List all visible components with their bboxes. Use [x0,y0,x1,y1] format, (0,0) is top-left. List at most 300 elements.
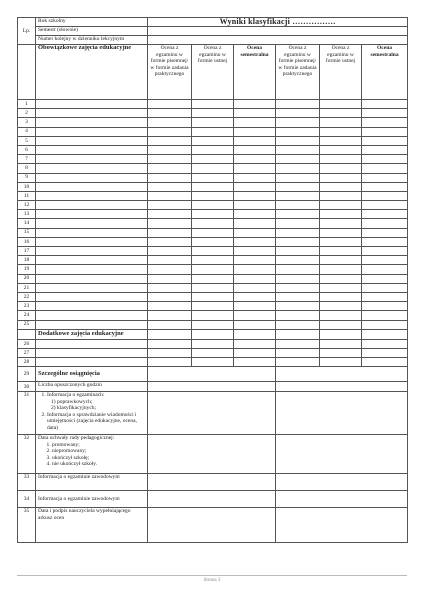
grade-cell[interactable] [234,136,276,145]
row-number: 9 [18,173,36,182]
grade-cell[interactable] [362,256,408,265]
cell[interactable] [320,329,362,339]
grade-cell[interactable] [362,136,408,145]
grade-cell[interactable] [320,320,362,329]
subject-name-cell[interactable] [36,127,148,136]
grade-cell[interactable] [192,358,234,367]
subject-name-cell[interactable] [36,109,148,118]
grade-cell[interactable] [320,247,362,256]
header-row-year [18,18,408,27]
grade-cell[interactable] [192,348,234,357]
grade-cell[interactable] [234,311,276,320]
grade-cell[interactable] [192,237,234,246]
grade-cell[interactable] [276,164,320,173]
grade-cell[interactable] [320,237,362,246]
grade-cell[interactable] [148,274,192,283]
grade-cell[interactable] [192,118,234,127]
grade-cell[interactable] [234,348,276,357]
grade-cell[interactable] [276,127,320,136]
grade-cell[interactable] [148,173,192,182]
grade-cell[interactable] [362,145,408,154]
subject-row [18,155,408,164]
row-number: 13 [18,210,36,219]
row-number: 12 [18,201,36,210]
absences-value-2[interactable] [276,382,408,392]
grade-cell[interactable] [276,302,320,311]
grade-cell[interactable] [276,136,320,145]
lp-empty [18,329,36,339]
grade-cell[interactable] [362,311,408,320]
row-number: 30 [18,382,36,392]
grade-cell[interactable] [362,237,408,246]
subject-name-cell[interactable] [36,201,148,210]
subject-name-cell[interactable] [36,358,148,367]
grade-cell[interactable] [148,292,192,301]
grade-cell[interactable] [148,118,192,127]
grade-cell[interactable] [276,311,320,320]
grade-cell[interactable] [362,358,408,367]
grade-cell[interactable] [320,210,362,219]
achievements-label: Szczególne osiągnięcia [36,367,148,382]
grade-cell[interactable] [192,173,234,182]
grade-cell[interactable] [148,109,192,118]
grade-cell[interactable] [320,265,362,274]
grade-cell[interactable] [320,256,362,265]
grade-cell[interactable] [276,256,320,265]
grade-cell[interactable] [362,191,408,200]
achievements-value-2[interactable] [276,367,408,382]
exams-info-label [36,392,148,435]
grade-cell[interactable] [362,118,408,127]
subject-name-cell[interactable] [36,311,148,320]
row-number: 34 [18,491,36,508]
grade-cell[interactable] [362,265,408,274]
grade-cell[interactable] [148,247,192,256]
exams-info-sub-1: 1) poprawkowych; [51,398,93,405]
grade-cell[interactable] [148,191,192,200]
grade-cell[interactable] [148,348,192,357]
grade-cell[interactable] [234,191,276,200]
row-number: 4 [18,127,36,136]
achievements-row [18,367,408,382]
grade-cell[interactable] [148,311,192,320]
grade-cell[interactable] [234,145,276,154]
council-resolution-value-2[interactable] [276,435,408,474]
grade-cell[interactable] [192,100,234,109]
subject-name-cell[interactable] [36,274,148,283]
grade-cell[interactable] [148,127,192,136]
row-number: 6 [18,145,36,154]
grade-cell[interactable] [276,339,320,348]
row-number: 10 [18,182,36,191]
subject-name-cell[interactable] [36,283,148,292]
grade-cell[interactable] [148,210,192,219]
grade-cell[interactable] [362,155,408,164]
grade-cell[interactable] [320,274,362,283]
cell[interactable] [362,329,408,339]
grade-cell[interactable] [320,311,362,320]
grade-cell[interactable] [276,173,320,182]
grade-cell[interactable] [362,228,408,237]
exams-info-value-2[interactable] [276,392,408,435]
grade-cell[interactable] [234,173,276,182]
subject-name-cell[interactable] [36,173,148,182]
grade-cell[interactable] [362,100,408,109]
grade-cell[interactable] [148,219,192,228]
grade-cell[interactable] [320,182,362,191]
grade-cell[interactable] [320,201,362,210]
vocational-exam-label: Informacja o egzaminie zawodowym [36,474,148,491]
grade-cell[interactable] [234,201,276,210]
semester-grade-header-2: Ocena semestralna [362,45,408,100]
grade-cell[interactable] [148,302,192,311]
grade-cell[interactable] [320,283,362,292]
promotion-option: 1. promowany; [52,442,145,449]
lp-empty [18,45,36,100]
council-resolution-label [36,435,148,474]
vocational-exam-value-4[interactable] [276,491,408,508]
grade-cell[interactable] [148,283,192,292]
grade-cell[interactable] [148,256,192,265]
grade-cell[interactable] [276,292,320,301]
subject-name-cell[interactable] [36,118,148,127]
grade-cell[interactable] [362,283,408,292]
row-number: 33 [18,474,36,491]
grade-cell[interactable] [192,219,234,228]
grade-cell[interactable] [276,191,320,200]
column-header-row [18,45,408,100]
grade-cell[interactable] [192,339,234,348]
grade-cell[interactable] [148,136,192,145]
grade-cell[interactable] [276,155,320,164]
semester-grade-header-1: Ocena semestralna [234,45,276,100]
grade-cell[interactable] [276,228,320,237]
grade-cell[interactable] [192,191,234,200]
grade-cell[interactable] [320,348,362,357]
grade-cell[interactable] [276,182,320,191]
grade-cell[interactable] [320,191,362,200]
grade-cell[interactable] [192,136,234,145]
grade-cell[interactable] [362,127,408,136]
vocational-exam-value-2[interactable] [276,474,408,491]
exams-info-value-1[interactable] [148,392,276,435]
grade-cell[interactable] [234,274,276,283]
grade-cell[interactable] [362,182,408,191]
cell[interactable] [192,329,234,339]
grade-cell[interactable] [320,155,362,164]
grade-cell[interactable] [234,219,276,228]
promotion-option: 3. ukończył szkołę; [52,455,145,462]
grade-cell[interactable] [276,274,320,283]
vocational-exam-value-3[interactable] [148,491,276,508]
header-row-semester [18,27,408,36]
subject-row [18,292,408,301]
cell[interactable] [234,329,276,339]
journal-number-value[interactable] [148,36,408,45]
subject-row [18,265,408,274]
grade-cell[interactable] [192,210,234,219]
grade-cell[interactable] [362,173,408,182]
exam-written-header-1: Ocena z egzaminu w formie pisemnej/ w formie zadania praktycznego [148,45,192,100]
grade-cell[interactable] [234,265,276,274]
subject-name-cell[interactable] [36,182,148,191]
council-resolution-row [18,435,408,474]
vocational-exam-value-1[interactable] [148,474,276,491]
grade-cell[interactable] [192,127,234,136]
subject-name-cell[interactable] [36,228,148,237]
header-row-journal [18,36,408,45]
grade-cell[interactable] [234,320,276,329]
grade-cell[interactable] [192,302,234,311]
grade-cell[interactable] [148,228,192,237]
grade-cell[interactable] [320,145,362,154]
extra-section-row [18,329,408,339]
grade-cell[interactable] [234,127,276,136]
grade-cell[interactable] [148,320,192,329]
subject-row [18,228,408,237]
grade-cell[interactable] [148,182,192,191]
subject-row [18,283,408,292]
subject-name-cell[interactable] [36,247,148,256]
grade-cell[interactable] [192,274,234,283]
subject-row [18,256,408,265]
subject-name-cell[interactable] [36,265,148,274]
grade-cell[interactable] [234,339,276,348]
subject-row [18,109,408,118]
grade-cell[interactable] [276,320,320,329]
row-number: 3 [18,118,36,127]
grade-cell[interactable] [234,228,276,237]
grade-cell[interactable] [320,136,362,145]
signature-row [18,508,408,543]
grade-cell[interactable] [276,118,320,127]
subject-name-cell[interactable] [36,237,148,246]
school-year-label: Rok szkolny [36,18,148,27]
grade-cell[interactable] [320,164,362,173]
grade-cell[interactable] [320,292,362,301]
page-number: Strona 3 [203,578,221,583]
exams-info-item-1: Informacja o egzaminach: [47,392,105,399]
cell[interactable] [276,329,320,339]
grade-cell[interactable] [234,210,276,219]
grade-cell[interactable] [148,155,192,164]
signature-value-1[interactable] [148,508,276,543]
subject-name-cell[interactable] [36,145,148,154]
grade-cell[interactable] [362,201,408,210]
grade-cell[interactable] [148,100,192,109]
subject-name-cell[interactable] [36,348,148,357]
extra-section-heading: Dodatkowe zajęcia edukacyjne [36,329,148,339]
subject-name-cell[interactable] [36,210,148,219]
grade-cell[interactable] [320,118,362,127]
vocational-exam-label: Informacja o egzaminie zawodowym [36,491,148,508]
row-number: 20 [18,274,36,283]
grade-cell[interactable] [192,228,234,237]
subject-row [18,237,408,246]
subject-name-cell[interactable] [36,164,148,173]
grade-cell[interactable] [148,237,192,246]
subject-name-cell[interactable] [36,155,148,164]
council-resolution-value-1[interactable] [148,435,276,474]
grade-cell[interactable] [320,219,362,228]
grade-cell[interactable] [234,109,276,118]
subject-row [18,358,408,367]
grade-cell[interactable] [234,118,276,127]
subject-row [18,210,408,219]
grade-cell[interactable] [362,109,408,118]
signature-value-2[interactable] [276,508,408,543]
grade-cell[interactable] [276,201,320,210]
grade-cell[interactable] [148,201,192,210]
row-number: 35 [18,508,36,543]
grade-cell[interactable] [234,283,276,292]
grade-cell[interactable] [276,219,320,228]
vocational-exam-row-2 [18,491,408,508]
grade-cell[interactable] [362,274,408,283]
grade-cell[interactable] [320,127,362,136]
grade-cell[interactable] [192,145,234,154]
grade-cell[interactable] [234,247,276,256]
subject-row [18,173,408,182]
promotion-option: 4. nie ukończył szkoły. [52,461,145,468]
grade-cell[interactable] [362,219,408,228]
semester-label: Semestr (słownie) [36,27,148,36]
grade-cell[interactable] [234,237,276,246]
row-number: 26 [18,339,36,348]
row-number: 24 [18,311,36,320]
exams-info-item-2: Informacja o sprawdzianie wiadomości i umiejętności (zajęcia edukacyjne, ocena, data) [47,411,137,431]
subject-name-cell[interactable] [36,191,148,200]
grade-cell[interactable] [276,247,320,256]
grade-cell[interactable] [320,339,362,348]
grade-cell[interactable] [362,164,408,173]
achievements-value-1[interactable] [148,367,276,382]
row-number: 1 [18,100,36,109]
grade-cell[interactable] [234,256,276,265]
grade-cell[interactable] [362,339,408,348]
exams-info-sub-2: 2) klasyfikacyjnych; [51,405,97,412]
journal-number-label: Numer kolejny w dzienniku lekcyjnym [36,36,148,45]
grade-cell[interactable] [234,164,276,173]
grade-cell[interactable] [192,283,234,292]
cell[interactable] [148,329,192,339]
grade-cell[interactable] [148,145,192,154]
subject-name-cell[interactable] [36,302,148,311]
grades-table [17,17,408,543]
subject-row [18,311,408,320]
subject-name-cell[interactable] [36,136,148,145]
row-number: 31 [18,392,36,435]
signature-label: Data i podpis nauczyciela wypełniającego arkusz ocen [36,508,148,543]
grade-cell[interactable] [276,283,320,292]
grade-cell[interactable] [276,100,320,109]
grade-cell[interactable] [148,358,192,367]
subject-name-cell[interactable] [36,320,148,329]
grade-cell[interactable] [320,358,362,367]
footer-divider [17,575,407,576]
grade-cell[interactable] [192,182,234,191]
row-number: 11 [18,191,36,200]
grade-cell[interactable] [320,302,362,311]
grade-cell[interactable] [234,358,276,367]
subject-name-cell[interactable] [36,219,148,228]
grade-cell[interactable] [234,302,276,311]
grade-cell[interactable] [192,320,234,329]
row-number: 27 [18,348,36,357]
row-number: 32 [18,435,36,474]
grade-cell[interactable] [362,320,408,329]
grade-cell[interactable] [192,155,234,164]
grade-cell[interactable] [276,348,320,357]
row-number: 7 [18,155,36,164]
absences-value-1[interactable] [148,382,276,392]
grade-cell[interactable] [234,292,276,301]
grade-cell[interactable] [234,100,276,109]
row-number: 22 [18,292,36,301]
subject-name-cell[interactable] [36,256,148,265]
grade-cell[interactable] [276,109,320,118]
grade-cell[interactable] [148,164,192,173]
grade-cell[interactable] [192,109,234,118]
row-number: 19 [18,265,36,274]
grade-cell[interactable] [192,256,234,265]
grade-cell[interactable] [276,145,320,154]
grade-cell[interactable] [192,311,234,320]
grade-cell[interactable] [234,182,276,191]
grade-cell[interactable] [276,358,320,367]
row-number: 25 [18,320,36,329]
grade-cell[interactable] [320,228,362,237]
subject-name-cell[interactable] [36,339,148,348]
grade-cell[interactable] [362,210,408,219]
grade-cell[interactable] [320,109,362,118]
grade-cell[interactable] [192,164,234,173]
grade-cell[interactable] [192,292,234,301]
grade-cell[interactable] [234,155,276,164]
grade-cell[interactable] [362,348,408,357]
row-number: 29 [18,367,36,382]
subject-row [18,145,408,154]
grade-cell[interactable] [276,237,320,246]
council-resolution-title: Data uchwały rady pedagogicznej: [38,435,115,442]
grade-cell[interactable] [276,265,320,274]
subject-name-cell[interactable] [36,100,148,109]
exam-oral-header-1: Ocena z egzaminu w formie ustnej [192,45,234,100]
grade-cell[interactable] [192,201,234,210]
grade-cell[interactable] [320,100,362,109]
subject-row [18,274,408,283]
grade-cell[interactable] [362,302,408,311]
subject-row [18,191,408,200]
subject-row [18,219,408,228]
grade-cell[interactable] [148,339,192,348]
subject-name-cell[interactable] [36,292,148,301]
grade-cell[interactable] [362,292,408,301]
absences-label: Liczba opuszczonych godzin [36,382,148,392]
row-number: 5 [18,136,36,145]
subject-row [18,164,408,173]
grade-cell[interactable] [192,247,234,256]
grade-cell[interactable] [276,210,320,219]
grade-cell[interactable] [192,265,234,274]
promotion-option: 2. niepromowany; [52,448,145,455]
semester-value[interactable] [148,27,408,36]
vocational-exam-row-1 [18,474,408,491]
subject-row [18,136,408,145]
grade-cell[interactable] [148,265,192,274]
grade-cell[interactable] [320,173,362,182]
grade-cell[interactable] [362,247,408,256]
